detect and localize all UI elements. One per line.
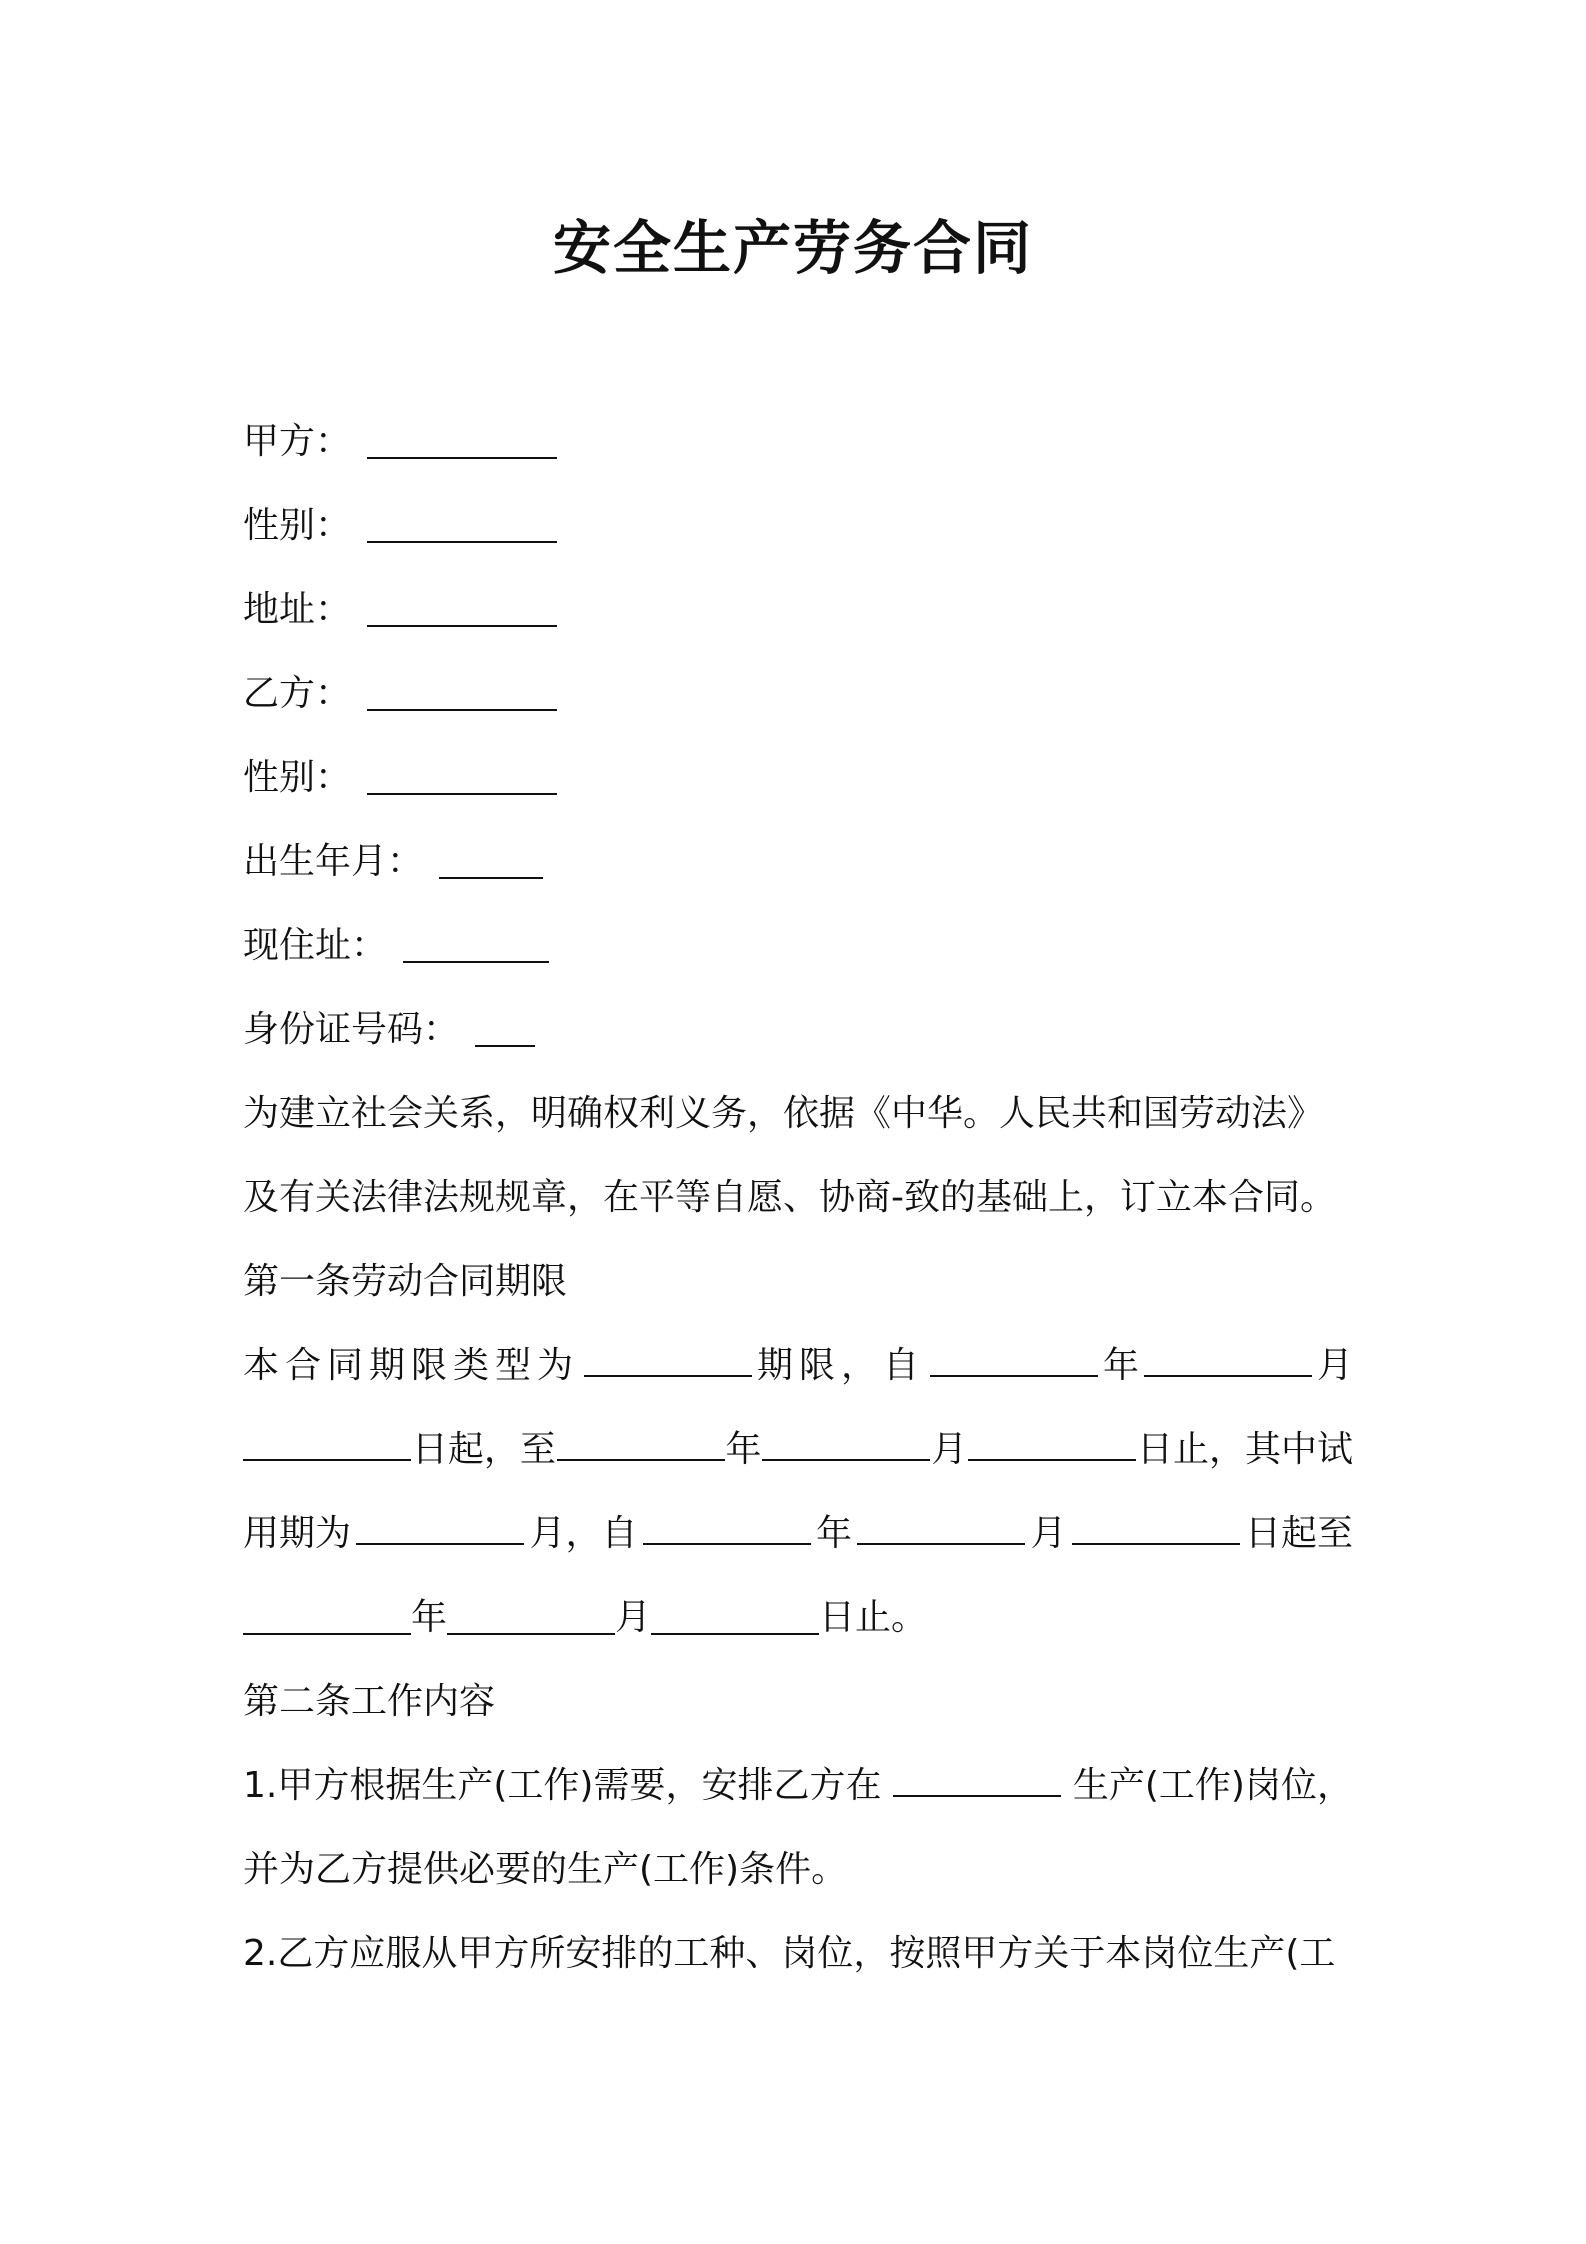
field-id-number: [243, 988, 1353, 1072]
text-segment: 本合同期限类型为: [243, 1345, 580, 1386]
text-segment: 日止。: [819, 1597, 928, 1638]
blank-line[interactable]: [968, 1419, 1136, 1461]
article-2-item-1: [243, 1744, 1353, 1828]
text-segment: 日止，其中试: [1136, 1429, 1353, 1470]
blank-line[interactable]: [367, 501, 557, 543]
blank-line[interactable]: [557, 1419, 725, 1461]
article-1-line-3: [243, 1492, 1353, 1576]
blank-line[interactable]: [439, 837, 543, 879]
text-segment: 年: [725, 1429, 762, 1470]
article-2-heading: 第二条工作内容: [243, 1681, 496, 1722]
preamble-line: 为建立社会关系，明确权利义务，依据《中华。人民共和国劳动法》: [243, 1093, 1324, 1134]
field-address-a: [243, 568, 1353, 652]
field-label: 身份证号码：: [243, 1009, 460, 1050]
field-label: 性别：: [243, 757, 352, 798]
blank-line[interactable]: [475, 1005, 535, 1047]
text-segment: 1.甲方根据生产(工作)需要，安排乙方在: [243, 1765, 882, 1806]
blank-line[interactable]: [893, 1755, 1061, 1797]
text-segment: 用期为: [243, 1513, 352, 1554]
text-segment: 年: [1102, 1345, 1139, 1386]
article-2-item-2: 2.乙方应服从甲方所安排的工种、岗位，按照甲方关于本岗位生产(工: [243, 1933, 1336, 1974]
text-segment: 月: [615, 1597, 652, 1638]
article-1-heading: 第一条劳动合同期限: [243, 1261, 568, 1302]
blank-line[interactable]: [762, 1419, 930, 1461]
blank-line[interactable]: [403, 921, 549, 963]
blank-line[interactable]: [651, 1593, 819, 1635]
field-party-b: [243, 652, 1353, 736]
field-current-address: [243, 904, 1353, 988]
field-gender-a: [243, 484, 1353, 568]
field-party-a: [243, 400, 1353, 484]
blank-line[interactable]: [367, 669, 557, 711]
text-segment: 年: [411, 1597, 448, 1638]
blank-line[interactable]: [447, 1593, 615, 1635]
blank-line[interactable]: [243, 1419, 411, 1461]
field-label: 地址：: [243, 589, 352, 630]
preamble: [243, 1072, 1353, 1240]
text-segment: 日起，至: [411, 1429, 556, 1470]
blank-line[interactable]: [930, 1335, 1098, 1377]
text-segment: 月: [1316, 1345, 1353, 1386]
text-segment: 日起至: [1244, 1513, 1353, 1554]
text-segment: 月: [931, 1429, 968, 1470]
article-1-line-1: [243, 1324, 1353, 1408]
blank-line[interactable]: [243, 1593, 411, 1635]
text-segment: 月，自: [529, 1513, 638, 1554]
article-1-line-2: [243, 1408, 1353, 1492]
document-body: [243, 400, 1353, 1996]
text-segment: 年: [815, 1513, 852, 1554]
field-label: 现住址：: [243, 925, 388, 966]
blank-line[interactable]: [367, 417, 557, 459]
field-birth-date: [243, 820, 1353, 904]
blank-line[interactable]: [1144, 1335, 1312, 1377]
text-segment: 期限，自: [756, 1345, 925, 1386]
blank-line[interactable]: [367, 585, 557, 627]
text-segment: 生产(工作)岗位，: [1072, 1765, 1353, 1806]
preamble-line: 及有关法律法规规章，在平等自愿、协商-致的基础上，订立本合同。: [243, 1177, 1336, 1218]
blank-line[interactable]: [367, 753, 557, 795]
article-1-line-4: [243, 1576, 1353, 1660]
blank-line[interactable]: [857, 1503, 1025, 1545]
field-label: 出生年月：: [243, 841, 424, 882]
field-label: 乙方：: [243, 673, 352, 714]
text-segment: 月: [1030, 1513, 1067, 1554]
blank-line[interactable]: [584, 1335, 752, 1377]
blank-line[interactable]: [356, 1503, 524, 1545]
blank-line[interactable]: [643, 1503, 811, 1545]
field-label: 甲方：: [243, 421, 352, 462]
blank-line[interactable]: [1072, 1503, 1240, 1545]
article-2-item-1-cont: 并为乙方提供必要的生产(工作)条件。: [243, 1849, 848, 1890]
field-label: 性别：: [243, 505, 352, 546]
document-title: 安全生产劳务合同: [552, 214, 1033, 282]
field-gender-b: [243, 736, 1353, 820]
